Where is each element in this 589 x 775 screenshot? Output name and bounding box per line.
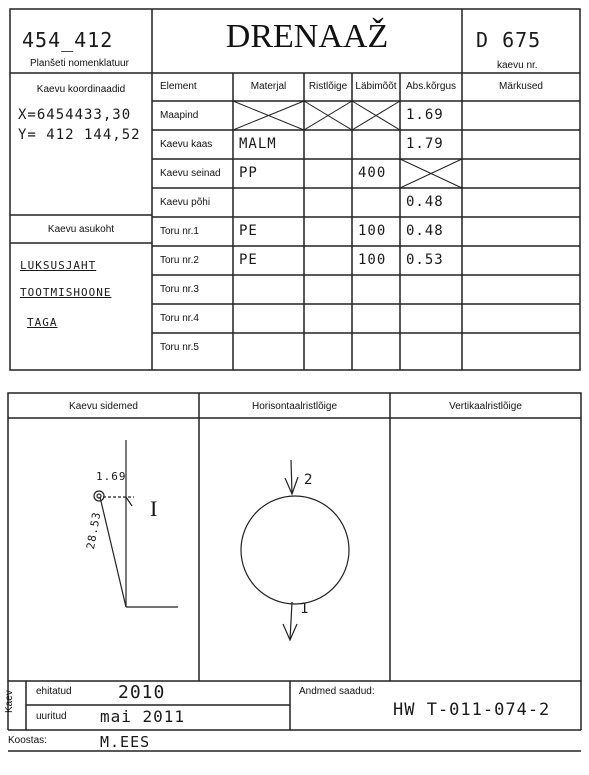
row-element-label: Kaevu seinad [160, 168, 221, 179]
compiled-label: Koostas: [8, 735, 47, 746]
connection-sketch [94, 440, 178, 607]
col-horizontal-section: Horisontaalristlõige [251, 401, 338, 412]
coordinate-x: X=6454433,30 [18, 107, 132, 123]
col-header-notes: Märkused [499, 81, 543, 92]
coordinate-y: Y= 412 144,52 [18, 127, 141, 143]
col-header-element: Element [160, 81, 197, 92]
col-header-diameter: Läbimõõt [355, 81, 397, 92]
row-element-label: Toru nr.2 [160, 255, 199, 266]
col-vertical-section: Vertikaalristlõige [449, 401, 522, 412]
row-element-label: Toru nr.5 [160, 342, 199, 353]
page-title: DRENAAŽ [225, 18, 389, 55]
sketch-roman-label: I [150, 496, 158, 521]
cell-material: PE [239, 223, 258, 239]
built-value: 2010 [118, 682, 166, 703]
cell-abs: 0.48 [406, 223, 444, 239]
compiled-value: M.EES [100, 733, 151, 751]
location-label: Kaevu asukoht [47, 224, 115, 235]
well-label: kaevu nr. [497, 60, 538, 71]
location-line-2: TOOTMISHOONE [20, 286, 112, 299]
sheet-number: 454_412 [22, 28, 114, 52]
pipe-in-label: 2 [304, 472, 314, 488]
well-id: D 675 [476, 28, 542, 52]
coordinates-label: Kaevu koordinaadid [36, 84, 126, 95]
surveyed-value: mai 2011 [100, 707, 186, 726]
sketch-distance-note: 28.53 [84, 510, 104, 551]
row-element-label: Toru nr.1 [160, 226, 199, 237]
horizontal-section-sketch [241, 460, 349, 640]
row-element-label: Maapind [160, 110, 199, 121]
row-element-label: Kaevu kaas [160, 139, 213, 150]
cell-abs: 1.79 [406, 136, 444, 152]
data-source-label: Andmed saadud: [299, 686, 375, 697]
col-header-abs-height: Abs.kõrgus [405, 81, 457, 92]
cell-material: PE [239, 252, 258, 268]
row-element-label: Kaevu põhi [160, 197, 211, 208]
surveyed-label: uuritud [36, 711, 67, 722]
built-label: ehitatud [36, 686, 72, 697]
col-header-material: Materjal [250, 81, 287, 92]
data-source-value: HW T-011-074-2 [393, 700, 551, 720]
row-element-label: Toru nr.4 [160, 313, 199, 324]
location-line-3: TAGA [27, 316, 58, 329]
cell-material: PP [239, 165, 258, 181]
location-line-1: LUKSUSJAHT [20, 259, 97, 272]
col-header-section: Ristlõige [308, 81, 348, 92]
row-element-label: Toru nr.3 [160, 284, 199, 295]
cell-abs: 0.53 [406, 252, 444, 268]
kaev-label: Kaev [4, 690, 15, 713]
sheet-label: Planšeti nomenklatuur [30, 58, 129, 69]
sketch-height-note: 1.69 [96, 470, 127, 483]
cell-material: MALM [239, 136, 277, 152]
col-connections: Kaevu sidemed [69, 401, 138, 412]
pipe-out-label: 1 [300, 601, 310, 617]
cell-diameter: 100 [358, 223, 387, 239]
cell-abs: 0.48 [406, 194, 444, 210]
cell-diameter: 400 [358, 165, 387, 181]
cell-diameter: 100 [358, 252, 387, 268]
cell-abs: 1.69 [406, 107, 444, 123]
